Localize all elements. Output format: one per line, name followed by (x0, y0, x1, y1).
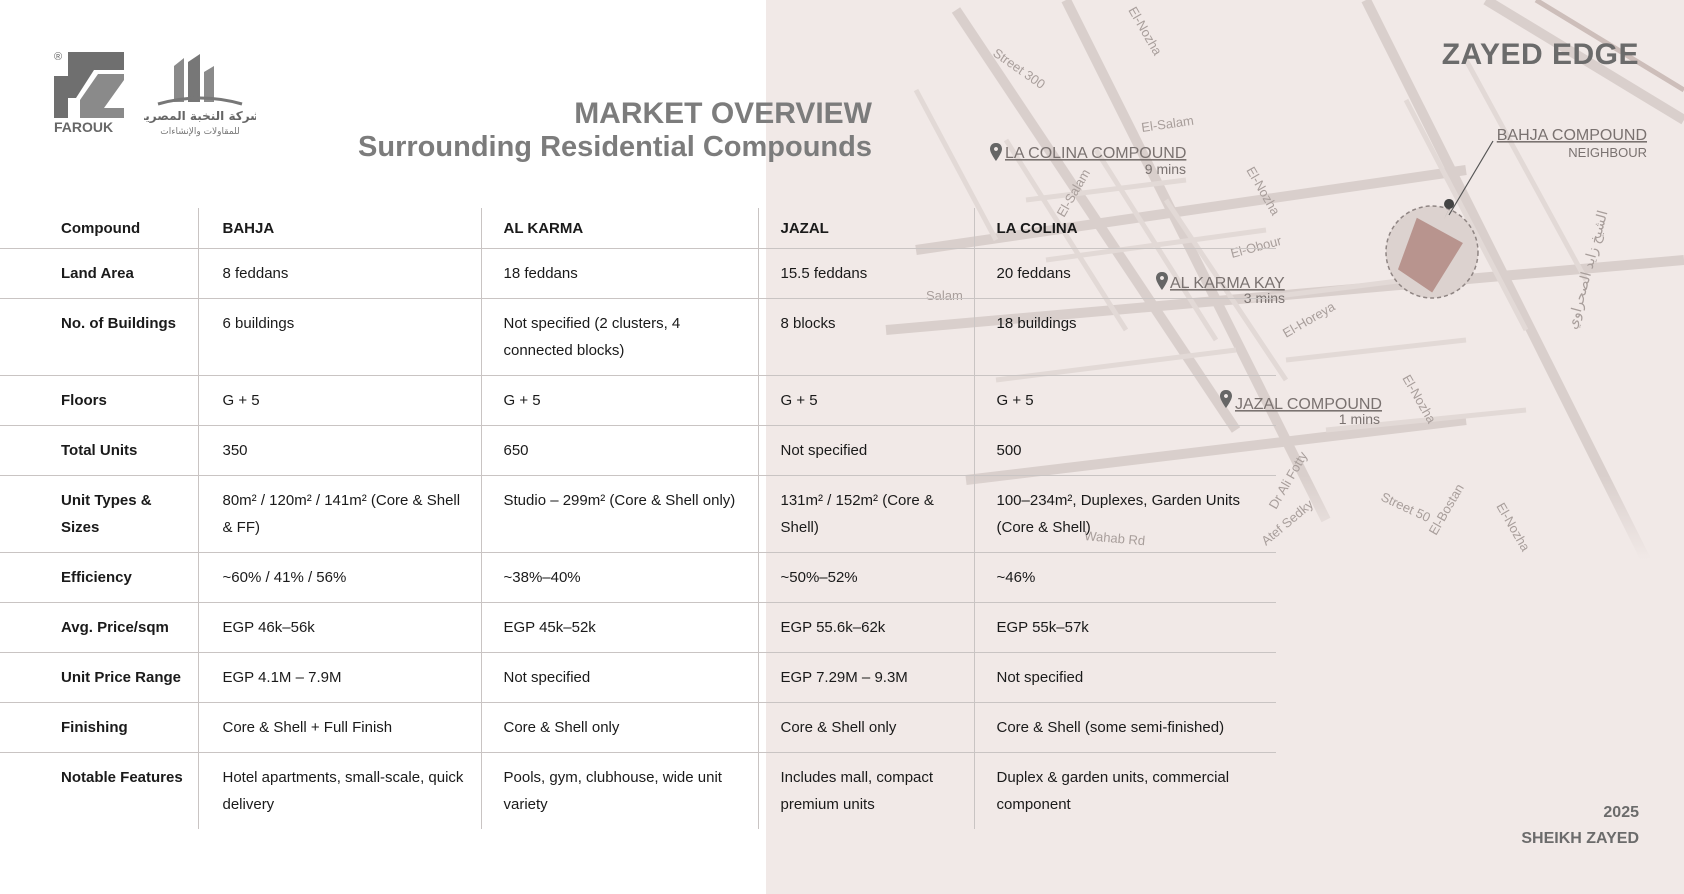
row-label: Unit Price Range (0, 653, 198, 703)
table-cell: 500 (974, 426, 1276, 476)
row-label: Floors (0, 376, 198, 426)
table-cell: 131m² / 152m² (Core & Shell) (758, 476, 974, 553)
street-label-elnozha-top: El-Nozha (1125, 4, 1166, 58)
street-label-el-bostan: El-Bostan (1425, 481, 1467, 538)
table-cell: ~60% / 41% / 56% (198, 553, 481, 603)
table-row (0, 603, 1276, 653)
street-label-elsalam: El-Salam (1140, 112, 1195, 135)
row-label: Finishing (0, 703, 198, 753)
street-label-salam-faint: Salam (926, 288, 963, 303)
table-cell: EGP 46k–56k (198, 603, 481, 653)
table-cell: Core & Shell only (481, 703, 758, 753)
table-row (0, 249, 1276, 299)
table-cell: Includes mall, compact premium units (758, 753, 974, 830)
table-header-row (0, 208, 1276, 249)
street-label-elnozha-2: El-Nozha (1399, 372, 1440, 426)
table-row (0, 703, 1276, 753)
table-row (0, 476, 1276, 553)
table-row (0, 753, 1276, 830)
footer (1521, 800, 1639, 852)
table-cell: 350 (198, 426, 481, 476)
pin-label-la-colina[interactable]: LA COLINA COMPOUND (1005, 145, 1187, 162)
nokhba-logo (144, 52, 256, 140)
table-cell: EGP 4.1M – 7.9M (198, 653, 481, 703)
table-cell: Core & Shell only (758, 703, 974, 753)
table-cell: 15.5 feddans (758, 249, 974, 299)
row-label: Notable Features (61, 769, 183, 786)
footer-year: 2025 (1603, 804, 1639, 821)
row-label: Total Units (0, 426, 198, 476)
table-cell: 100–234m², Duplexes, Garden Units (Core & Shell) (974, 476, 1276, 553)
table-cell: 18 feddans (481, 249, 758, 299)
svg-text:للمقاولات والإنشاءات: للمقاولات والإنشاءات (160, 127, 240, 137)
table-cell: G + 5 (974, 376, 1276, 426)
header-bahja: BAHJA (198, 208, 481, 249)
table-cell: 20 feddans (974, 249, 1276, 299)
row-label: Efficiency (0, 553, 198, 603)
header-compound: Compound (0, 208, 198, 249)
pin-label-jazal[interactable]: JAZAL COMPOUND (1235, 396, 1382, 413)
footer-location: SHEIKH ZAYED (1521, 830, 1639, 847)
bahja-note: NEIGHBOUR (1568, 145, 1647, 160)
street-label-arabic-desert-road: الشيخ زايد الصحراوي (1563, 208, 1611, 331)
table-cell: Pools, gym, clubhouse, wide unit variety (481, 753, 758, 830)
table-cell: 80m² / 120m² / 141m² (Core & Shell & FF) (198, 476, 481, 553)
title-line-2: Surrounding Residential Compounds (358, 131, 872, 163)
table-cell: Not specified (758, 426, 974, 476)
pin-time-la-colina: 9 mins (1144, 161, 1186, 177)
page-title (358, 98, 872, 164)
table-cell: 18 buildings (974, 299, 1276, 376)
comparison-table (0, 208, 1276, 829)
table-cell: G + 5 (198, 376, 481, 426)
table-row (0, 653, 1276, 703)
table-cell: EGP 45k–52k (481, 603, 758, 653)
table-cell: ~38%–40% (481, 553, 758, 603)
table-row (0, 426, 1276, 476)
table-cell: Core & Shell + Full Finish (198, 703, 481, 753)
table-row (0, 553, 1276, 603)
table-row (0, 299, 1276, 376)
table-cell: 650 (481, 426, 758, 476)
table-cell: EGP 55.6k–62k (758, 603, 974, 653)
svg-text:®: ® (54, 51, 63, 63)
street-label-elsalam-2: El-Salam (1053, 166, 1093, 220)
table-row (0, 376, 1276, 426)
table-cell: Hotel apartments, small-scale, quick delivery (198, 753, 481, 830)
bahja-label[interactable]: BAHJA COMPOUND (1496, 127, 1647, 144)
row-label: Avg. Price/sqm (0, 603, 198, 653)
table-cell: EGP 7.29M – 9.3M (758, 653, 974, 703)
pin-time-jazal: 1 mins (1338, 411, 1380, 427)
header-la-colina: LA COLINA (974, 208, 1276, 249)
brand-name: ZAYED EDGE (1441, 38, 1639, 71)
table-cell: EGP 55k–57k (974, 603, 1276, 653)
street-label-ali-fotty: Dr Ali Fotty (1265, 448, 1311, 512)
street-label-elnozha-1: El-Nozha (1243, 164, 1284, 218)
street-label-atef-sedky: Atef Sedky (1258, 496, 1317, 549)
table-cell: ~50%–52% (758, 553, 974, 603)
street-label-elobour: El-Obour (1228, 232, 1284, 261)
street-label-wahab: Wahab Rd (1083, 528, 1146, 549)
table-cell: ~46% (974, 553, 1276, 603)
table-cell: Studio – 299m² (Core & Shell only) (481, 476, 758, 553)
row-label: No. of Buildings (0, 299, 198, 376)
svg-text:شركة النخبة المصرية: شركة النخبة المصرية (144, 109, 256, 123)
pin-time-al-karma: 3 mins (1243, 290, 1285, 306)
table-cell: G + 5 (481, 376, 758, 426)
street-label-300: Street 300 (990, 45, 1049, 92)
table-cell: 8 feddans (198, 249, 481, 299)
farouk-logo (54, 48, 124, 134)
header-al-karma: AL KARMA (481, 208, 758, 249)
comparison-table-wrapper (0, 208, 1276, 829)
table-cell: Not specified (481, 653, 758, 703)
row-label: Unit Types & Sizes (0, 476, 198, 553)
street-label-elhoreya: El-Horeya (1280, 298, 1338, 341)
table-cell: 8 blocks (758, 299, 974, 376)
header-jazal: JAZAL (758, 208, 974, 249)
table-cell: Duplex & garden units, commercial component (974, 753, 1276, 830)
table-cell: Core & Shell (some semi-finished) (974, 703, 1276, 753)
pin-label-al-karma[interactable]: AL KARMA KAY (1170, 275, 1285, 292)
table-cell: 6 buildings (198, 299, 481, 376)
table-cell: Not specified (974, 653, 1276, 703)
table-cell: G + 5 (758, 376, 974, 426)
street-label-street-50: Street 50 (1378, 489, 1433, 526)
table-cell: Not specified (2 clusters, 4 connected blocks) (481, 299, 758, 376)
title-line-1: MARKET OVERVIEW (574, 97, 872, 130)
svg-text:FAROUK: FAROUK (54, 119, 114, 134)
street-label-elnozha-3: El-Nozha (1493, 500, 1534, 554)
row-label: Land Area (0, 249, 198, 299)
